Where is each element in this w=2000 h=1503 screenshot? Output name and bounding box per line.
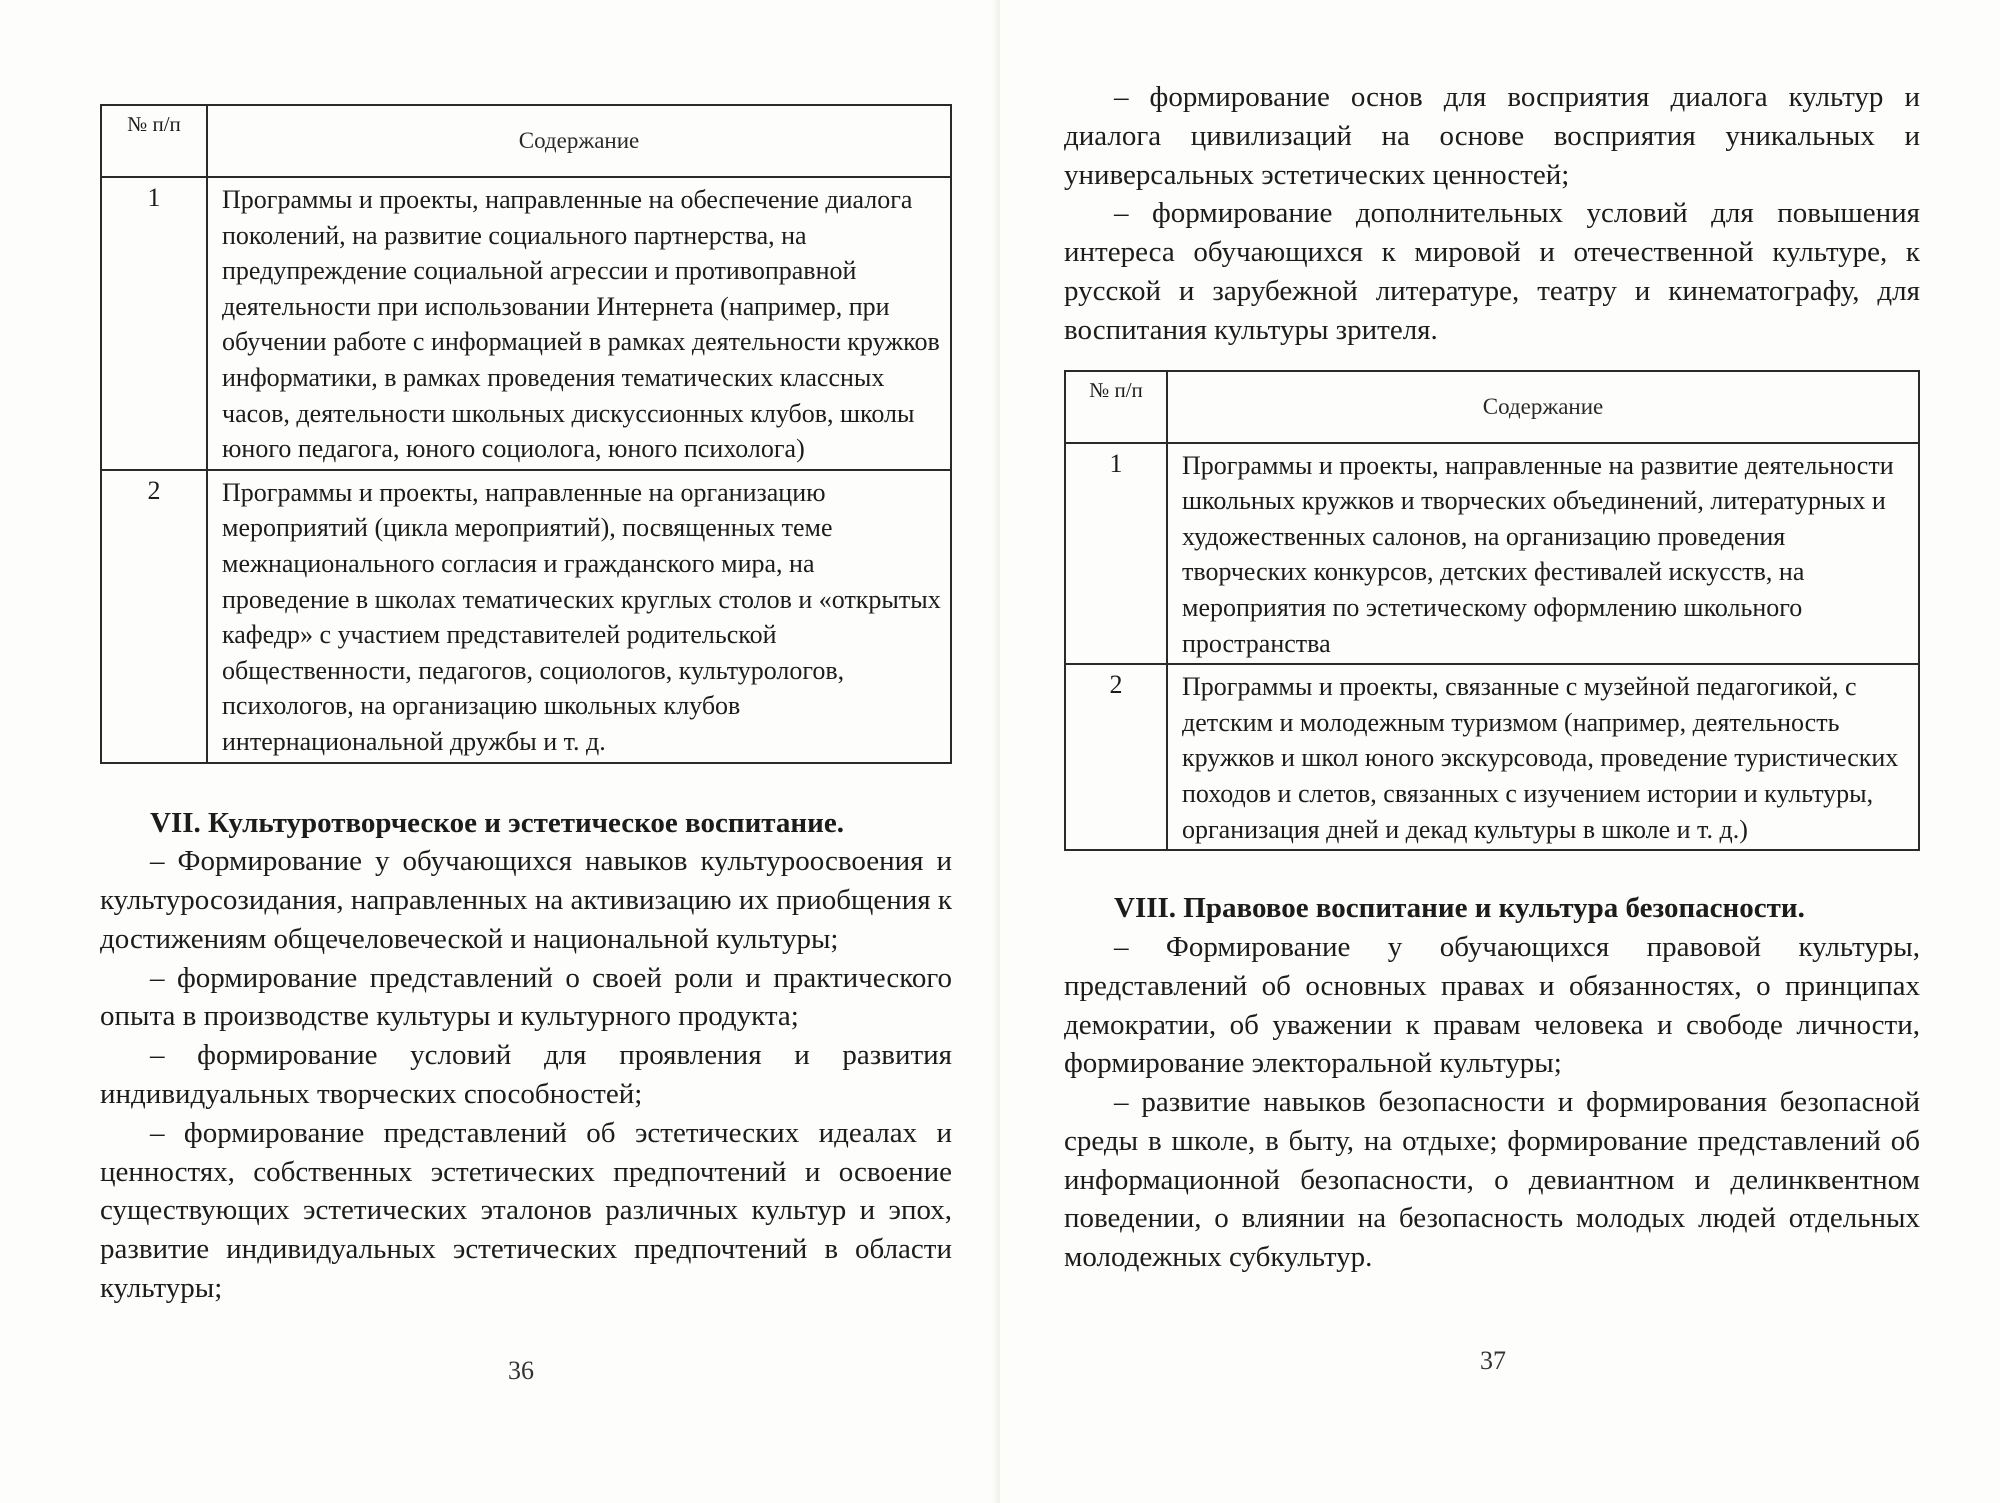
left-body-text bbox=[100, 804, 952, 1308]
row-content: Программы и проекты, направленные на обеспечение диалога поколений, на развитие социального партнерства, на предупреждение социальной агрессии и противоправной деятельности при использовании Интернета (например, при обучении работе с информацией в рамках деятельности кружков информатики, в рамках проведения тематических классных часов, деятельности школьных дискуссионных клубов, школы юного педагога, юного социолога, юного психолога) bbox=[207, 177, 951, 470]
right-program-table bbox=[1064, 370, 1920, 852]
row-number: 2 bbox=[101, 470, 207, 763]
right-page-column bbox=[1064, 78, 1920, 1277]
section-title: VII. Культуротворческое и эстетическое воспитание. bbox=[150, 806, 844, 839]
section-title: VIII. Правовое воспитание и культура безопасности. bbox=[1114, 892, 1805, 925]
row-content: Программы и проекты, направленные на организацию мероприятий (цикла мероприятий), посвященных теме межнационального согласия и гражданского мира, на проведение в школах тематических круглых столов и «открытых кафедр» с участием представителей родительской общественности, педагогов, социологов, культурологов, психологов, на организацию школьных клубов интернациональной дружбы и т. д. bbox=[207, 470, 951, 763]
table-row bbox=[1065, 443, 1919, 665]
row-content: Программы и проекты, направленные на развитие деятельности школьных кружков и творческих объединений, литературных и художественных салонов, на организацию проведения творческих конкурсов, детских фестивалей искусств, на мероприятия по эстетическому оформлению школьного пространства bbox=[1167, 443, 1919, 665]
paragraph: – формирование основ для восприятия диалога культур и диалога цивилизаций на основе восприятия уникальных и универсальных эстетических ценностей; bbox=[1064, 81, 1920, 191]
row-content: Программы и проекты, связанные с музейной педагогикой, с детским и молодежным туризмом (например, деятельность кружков и школ юного экскурсовода, проведение туристических походов и слетов, связанных с изучением истории и культуры, организация дней и декад культуры в школе и т. д.) bbox=[1167, 664, 1919, 850]
right-body-text bbox=[1064, 889, 1920, 1277]
right-page bbox=[1000, 0, 2000, 1503]
paragraph: – Формирование у обучающихся навыков культуроосвоения и культуросозидания, направленных на активизацию их приобщения к достижениям общечеловеческой и национальной культуры; bbox=[100, 845, 952, 955]
table-row bbox=[1065, 664, 1919, 850]
num-column-header: № п/п bbox=[101, 105, 207, 177]
page-number: 37 bbox=[1480, 1346, 1506, 1375]
paragraph: – формирование представлений о своей роли и практического опыта в производстве культуры и культурного продукта; bbox=[100, 961, 952, 1033]
paragraph: – Формирование у обучающихся правовой культуры, представлений об основных правах и обязанностях, о принципах демократии, об уважении к правам человека и свободе личности, формирование электоральной культуры; bbox=[1064, 930, 1920, 1080]
row-number: 2 bbox=[1065, 664, 1167, 850]
row-number: 1 bbox=[101, 177, 207, 470]
content-column-header: Содержание bbox=[1167, 371, 1919, 443]
left-program-table bbox=[100, 104, 952, 764]
page-number: 36 bbox=[508, 1356, 534, 1385]
table-header-row bbox=[101, 105, 951, 177]
paragraph: – формирование представлений об эстетических идеалах и ценностях, собственных эстетических предпочтений и освоение существующих эстетических эталонов различных культур и эпох, развитие индивидуальных эстетических предпочтений в области культуры; bbox=[100, 1116, 952, 1305]
right-top-text bbox=[1064, 78, 1920, 350]
left-page-column bbox=[100, 104, 952, 1308]
table-header-row bbox=[1065, 371, 1919, 443]
content-column-header: Содержание bbox=[207, 105, 951, 177]
table-row bbox=[101, 470, 951, 763]
num-column-header: № п/п bbox=[1065, 371, 1167, 443]
paragraph: – формирование условий для проявления и развития индивидуальных творческих способностей; bbox=[100, 1039, 952, 1111]
table-row bbox=[101, 177, 951, 470]
row-number: 1 bbox=[1065, 443, 1167, 665]
paragraph: – развитие навыков безопасности и формирования безопасной среды в школе, в быту, на отдыхе; формирование представлений об информационной безопасности, о девиантном и делинквентном поведении, о влиянии на безопасность молодых людей отдельных молодежных субкультур. bbox=[1064, 1086, 1920, 1274]
paragraph: – формирование дополнительных условий для повышения интереса обучающихся к мировой и отечественной культуре, к русской и зарубежной литературе, театру и кинематографу, для воспитания культуры зрителя. bbox=[1064, 197, 1920, 346]
